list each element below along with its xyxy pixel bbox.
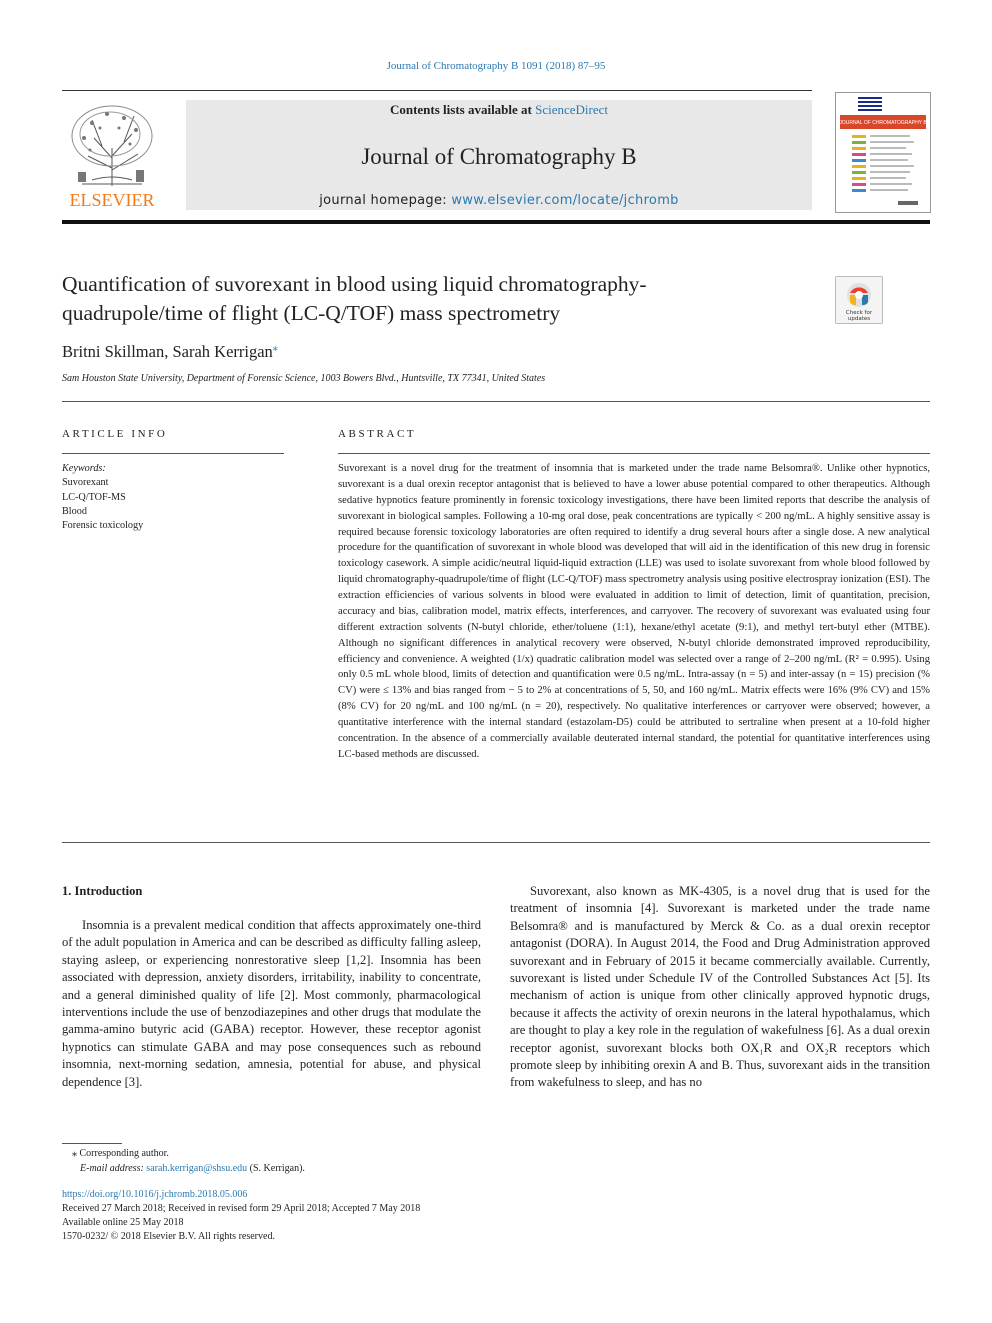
introduction-paragraph-2: Suvorexant, also known as MK-4305, is a novel drug that is used for the treatment of insomnia [4]. Suvorexant is marketed under the trade name Belsomra® and is manufactured by Merck & Co. as a dual orexin receptor antagonist (DORA). In August 2014, the Food and Drug Administration approved suvorexant and in February of 2015 it became commercially available. Currently, suvorexant is listed under Schedule IV of the Controlled Substances Act [5]. Its mechanism of action is unique from other clinically approved hypnotic drugs, because it affects the activity of orexin neurons in the lateral hypothalamus, which are thought to play a key role in the regulation of wakefulness [6]. As a dual orexin receptor agonist, suvorexant blocks both OX₁R and OX₂R receptors which promote sleep by inhibiting orexin A and B. Thus, suvorexant aids in the transition from wakefulness to sleep, and has no xyxy=(510,884,930,1090)
abstract-text: Suvorexant is a novel drug for the treatment of insomnia that is marketed under the trade name Belsomra®. Unlike other hypnotics, suvorexant is a dual orexin receptor antagonist that is believed to have a lower abuse potential compared to other therapeutics. Although sedative hypnotics feature prominently in forensic toxicology investigations, there have been limited reports that describe the analysis of suvorexant in biological samples. Following a 10-mg oral dose, peak concentrations are typically < 200 ng/mL. A highly sensitive assay is required because forensic toxicology laboratories are often required to identify a drug several hours after a single dose. A new analytical procedure for the quantification of suvorexant in whole blood was developed that will aid in the identification of this new drug in forensic toxicology casework. A simple acidic/neutral liquid-liquid extraction (LLE) was used to isolate suvorexant from whole blood followed by liquid chromatography-quadrupole/time of flight (LC-Q/TOF) mass spectrometry analysis using positive electrospray ionization (ESI). The extraction efficiencies of various solvents in blood were evaluated in addition to limit of detection, limit of quantitation, precision, accuracy and bias, calibration model, matrix effects, interferences, and carryover. The recovery of suvorexant was evaluated using four different extraction solvents (N-butyl chloride, ether/toluene (1:1), hexane/ethyl acetate (9:1), and methyl tert-butyl ether (MTBE). Although no significant differences in analytical recovery were observed, N-butyl chloride demonstrated improved reproducibility, efficiency and convenience. A weighted (1/x) quadratic calibration model was selected over a range of 2–200 ng/mL (R² = 0.995). Using only 0.5 mL whole blood, limits of detection and quantification were 0.5 ng/mL. Intra-assay (n = 5) and inter-assay (n = 15) precision (% CV) were ≤ 13% and bias ranged from − 5 to 2% at concentrations of 5, 50, and 160 ng/mL. Matrix effects were 16% (9% CV) and 15% (8% CV) for 20 ng/mL and 100 ng/mL (n = 20), respectively. No qualitative interferences or carryover were observed; however, a quantitative interference with the internal standard (estazolam-D5) could be attributed to sertraline when present at a 10-fold higher concentration. In the absence of a commercially available deuterated internal standard, the potential for quantitative interferences using LC-based methods are discussed. xyxy=(338,463,930,760)
keyword-item: LC-Q/TOF-MS xyxy=(62,491,126,503)
journal-name: Journal of Chromatography B xyxy=(361,144,637,169)
keywords-block xyxy=(62,462,143,533)
abstract-rule xyxy=(338,453,930,454)
abstract-heading: ABSTRACT xyxy=(338,428,417,440)
journal-cover-icon xyxy=(836,93,930,212)
available-online: Available online 25 May 2018 xyxy=(62,1217,184,1229)
crossmark-label-1: Check for xyxy=(845,310,873,316)
article-info-rule xyxy=(62,453,284,454)
corresponding-author-mark[interactable]: ⁎ xyxy=(272,342,278,354)
check-for-updates-button[interactable] xyxy=(835,276,883,324)
journal-banner xyxy=(186,100,812,210)
homepage-prefix: journal homepage: xyxy=(319,193,452,208)
sciencedirect-link[interactable]: ScienceDirect xyxy=(535,102,609,117)
keyword-item: Suvorexant xyxy=(62,477,109,489)
crossmark-icon xyxy=(836,277,882,323)
body-rule xyxy=(62,842,930,843)
keyword-item: Forensic toxicology xyxy=(62,520,144,532)
elsevier-logo[interactable] xyxy=(62,98,162,210)
article-title-line-2: quadrupole/time of flight (LC-Q/TOF) mass spectrometry xyxy=(62,301,561,325)
author-names: Britni Skillman, Sarah Kerrigan xyxy=(62,342,273,361)
email-note xyxy=(62,1162,305,1177)
copyright: 1570-0232/ © 2018 Elsevier B.V. All rights reserved. xyxy=(62,1231,275,1243)
crossmark-label-2: updates xyxy=(847,316,871,322)
contents-availability xyxy=(186,102,812,118)
email-label: E-mail address: xyxy=(80,1162,147,1174)
journal-cover-thumbnail[interactable] xyxy=(835,92,931,213)
doi-link[interactable]: https://doi.org/10.1016/j.jchromb.2018.05.006 xyxy=(62,1189,248,1200)
introduction-paragraph-1: Insomnia is a prevalent medical condition that affects approximately one-third of the adult population in America and can be described as difficulty falling asleep, staying asleep, or experiencing nonrestorative sleep [1,2]. Insomnia has been associated with depression, anxiety disorders, irritability, inability to concentrate, and a general diminished quality of life [2]. Most commonly, pharmacological interventions include the use of benzodiazepines and other drugs that modulate the gamma-amino butyric acid (GABA) receptor. However, these receptor agonist hypnotics can stimulate GABA and may pose consequences such as rebound insomnia, next-morning sedation, amnesia, potential for abuse, and physical dependence [3]. xyxy=(62,918,481,1089)
section-rule xyxy=(62,401,930,402)
introduction-heading: 1. Introduction xyxy=(62,884,143,898)
history-dates: Received 27 March 2018; Received in revised form 29 April 2018; Accepted 7 May 2018 xyxy=(62,1203,421,1215)
journal-homepage xyxy=(186,193,812,208)
affiliation: Sam Houston State University, Department of Forensic Science, 1003 Bowers Blvd., Huntsville, TX 77341, United States xyxy=(62,373,546,384)
email-link[interactable]: sarah.kerrigan@shsu.edu xyxy=(146,1162,248,1174)
article-metadata xyxy=(62,1188,420,1244)
footnote-rule xyxy=(62,1143,122,1144)
elsevier-wordmark: ELSEVIER xyxy=(69,190,155,210)
corresponding-author-note: ⁎ Corresponding author. xyxy=(72,1148,169,1159)
footnotes xyxy=(62,1147,305,1176)
header-bottom-rule xyxy=(62,220,930,224)
homepage-link[interactable]: www.elsevier.com/locate/jchromb xyxy=(451,193,679,208)
running-head[interactable]: Journal of Chromatography B 1091 (2018) 87–95 xyxy=(386,60,606,72)
contents-prefix: Contents lists available at xyxy=(389,102,536,117)
keyword-item: Blood xyxy=(62,505,87,517)
article-title-line-1: Quantification of suvorexant in blood using liquid chromatography- xyxy=(62,272,647,296)
email-suffix: (S. Kerrigan). xyxy=(247,1162,305,1174)
header-top-rule xyxy=(62,90,812,91)
cover-title: JOURNAL OF CHROMATOGRAPHY B xyxy=(839,120,927,126)
keywords-label: Keywords: xyxy=(62,463,106,474)
elsevier-tree-icon xyxy=(62,98,162,210)
article-info-heading: ARTICLE INFO xyxy=(62,428,168,440)
article-title xyxy=(62,270,802,328)
author-list xyxy=(62,342,278,362)
